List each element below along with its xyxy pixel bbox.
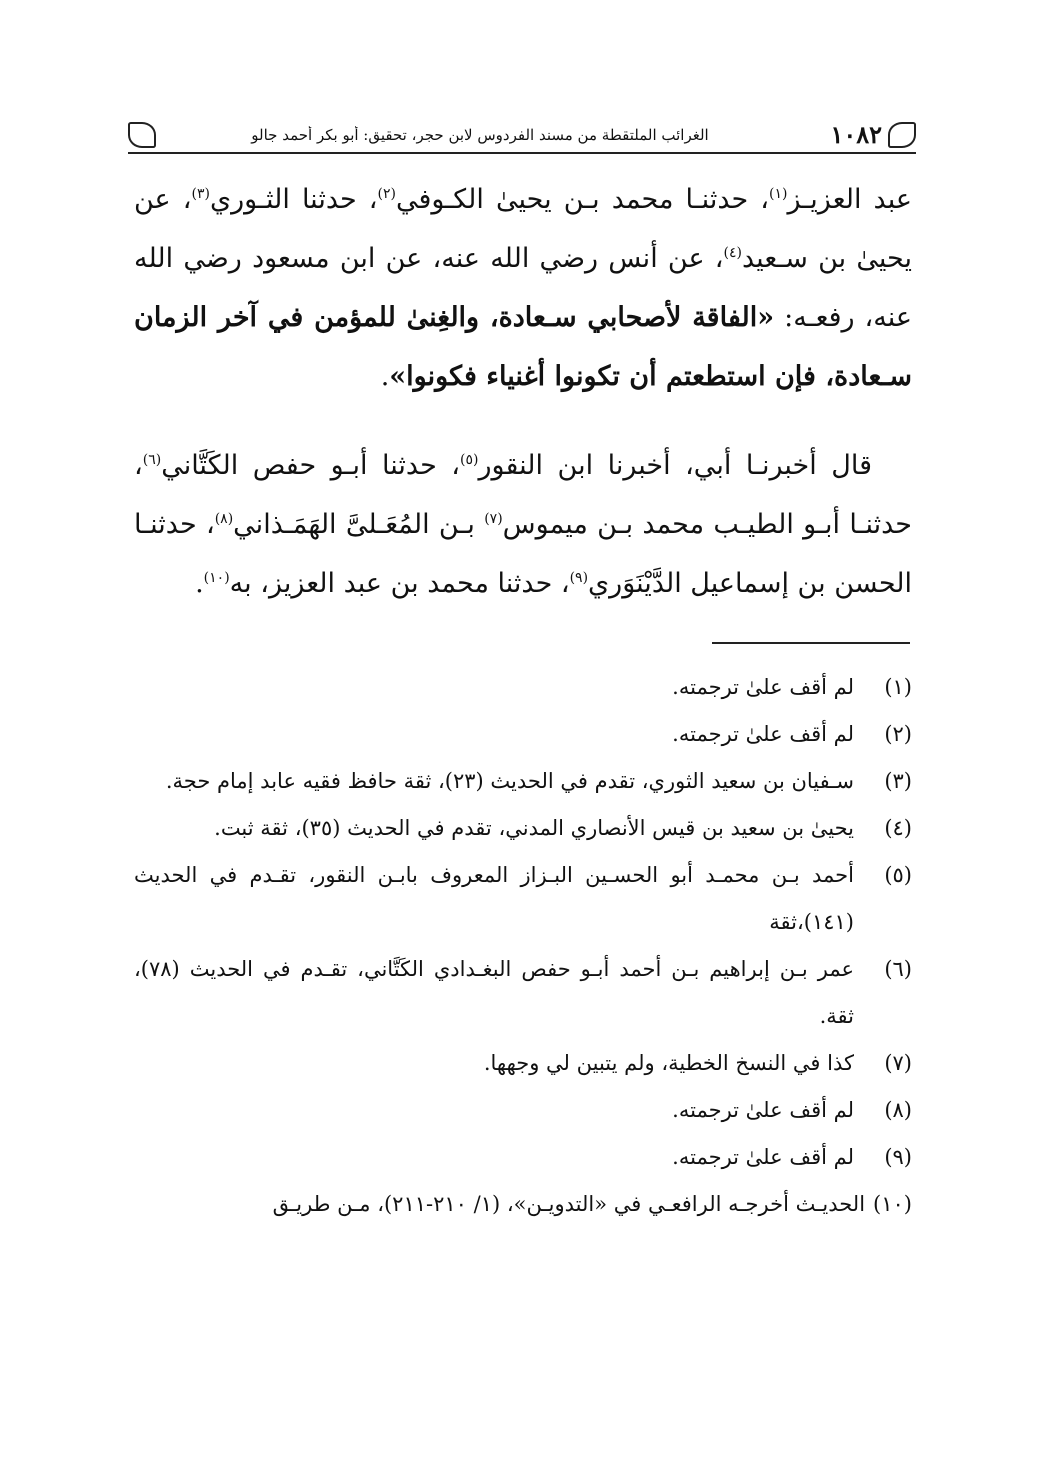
footnote-number: (٦) (884, 957, 912, 981)
text-span: ، عن يحيىٰ بن سـعيد (134, 184, 912, 274)
footnote-number: (٥) (884, 863, 912, 887)
footnote-item (134, 1087, 912, 1134)
footnote-item (134, 946, 912, 1040)
footnote-item (134, 758, 912, 805)
footnote-ref-9[interactable]: (٩) (569, 570, 589, 586)
footnote-number: (٩) (884, 1145, 912, 1169)
footnote-ref-6[interactable]: (٦) (142, 452, 162, 468)
footnote-item (134, 852, 912, 946)
footnote-item (134, 1181, 912, 1228)
footnote-ref-10[interactable]: (١٠) (203, 570, 230, 586)
footnote-text: لم أقف علىٰ ترجمته. (672, 675, 854, 699)
footnote-text: عمر بـن إبراهيم بـن أحمد أبـو حفص البغـدادي الكَتَّاني، تقـدم في الحديث (٧٨)، ثقة. (134, 957, 854, 1028)
running-header (128, 116, 916, 154)
footnote-number: (٨) (884, 1098, 912, 1122)
footnote-number: (٧) (884, 1051, 912, 1075)
footnote-number: (١٠) (873, 1192, 912, 1216)
header-rule (128, 152, 916, 154)
footnote-text: لم أقف علىٰ ترجمته. (672, 1098, 854, 1122)
text-span: . (380, 361, 390, 392)
footnote-separator (712, 642, 910, 644)
paragraph-2 (134, 436, 912, 613)
footnote-item (134, 711, 912, 758)
text-span: ، حدثنـا الحسن بن إسماعيل الدَّيْنَوَري (134, 509, 912, 599)
footnote-ref-7[interactable]: (٧) (484, 511, 503, 527)
footnote-number: (١) (884, 675, 912, 699)
text-span: ، حدثنـا محمد بـن يحيىٰ الكـوفي (396, 184, 770, 215)
footnote-item (134, 1040, 912, 1087)
text-span: ، حدثنـا أبـو الطيـب محمد بـن ميموس (134, 450, 912, 540)
text-span: . (195, 568, 204, 599)
footnote-text: كذا في النسخ الخطية، ولم يتبين لي وجهها. (483, 1051, 854, 1075)
text-span: عبد العزيـز (787, 184, 912, 215)
footnote-text: سـفيان بن سعيد الثوري، تقدم في الحديث (٢٣)، ثقة حافظ فقيه عابد إمام حجة. (165, 769, 854, 793)
paragraph-1 (134, 170, 912, 406)
hadith-quote: «الفاقة لأصحابي سـعادة، والغِنىٰ للمؤمن في آخر الزمان سـعادة، فإن استطعتم أن تكونوا أغنياء فكونوا» (134, 302, 912, 392)
footnote-item (134, 805, 912, 852)
header-ornament-icon (888, 122, 916, 148)
footnote-number: (٢) (884, 722, 912, 746)
footnote-ref-4[interactable]: (٤) (723, 245, 742, 261)
footnote-text: لم أقف علىٰ ترجمته. (672, 722, 854, 746)
main-text (134, 170, 912, 613)
text-span: ، عن أنس رضي الله عنه، عن ابن مسعود رضي الله عنه، رفعـه: (134, 243, 912, 333)
footnote-ref-5[interactable]: (٥) (460, 452, 479, 468)
text-span: قال أخبرنـا أبي، أخبرنا ابن النقور (478, 450, 872, 481)
footnote-text: الحديـث أخرجـه الرافعـي في «التدويـن»، (١/ ٢١٠-٢١١)، مـن طريـق (272, 1192, 866, 1216)
footnote-ref-8[interactable]: (٨) (214, 511, 234, 527)
footnote-ref-1[interactable]: (١) (769, 186, 788, 202)
header-ornament-icon (128, 122, 156, 148)
footnotes (134, 664, 912, 1228)
footnote-ref-3[interactable]: (٣) (191, 186, 210, 202)
text-span: ، حدثنا الثـوري (209, 184, 378, 215)
footnote-number: (٣) (884, 769, 912, 793)
footnote-item (134, 1134, 912, 1181)
page-number: ١٠٨٢ (830, 120, 882, 149)
footnote-item (134, 664, 912, 711)
text-span: بـن المُعَـلىَّ الهَمَـذاني (233, 509, 485, 540)
text-span: ، حدثنا أبـو حفص الكَتَّاني (161, 450, 461, 481)
footnote-ref-2[interactable]: (٢) (377, 186, 396, 202)
footnote-text: أحمد بـن محمـد أبو الحسـين البـزاز المعروف بابـن النقور، تقـدم في الحديث (١٤١)،ثقة (134, 863, 854, 934)
header-title: الغرائب الملتقطة من مسند الفردوس لابن حجر، تحقيق: أبو بكر أحمد جالو (251, 126, 709, 144)
text-span: ، حدثنا محمد بن عبد العزيز، به (229, 568, 570, 599)
footnote-number: (٤) (884, 816, 912, 840)
footnote-text: يحيىٰ بن سعيد بن قيس الأنصاري المدني، تقدم في الحديث (٣٥)، ثقة ثبت. (214, 816, 854, 840)
footnote-text: لم أقف علىٰ ترجمته. (672, 1145, 854, 1169)
